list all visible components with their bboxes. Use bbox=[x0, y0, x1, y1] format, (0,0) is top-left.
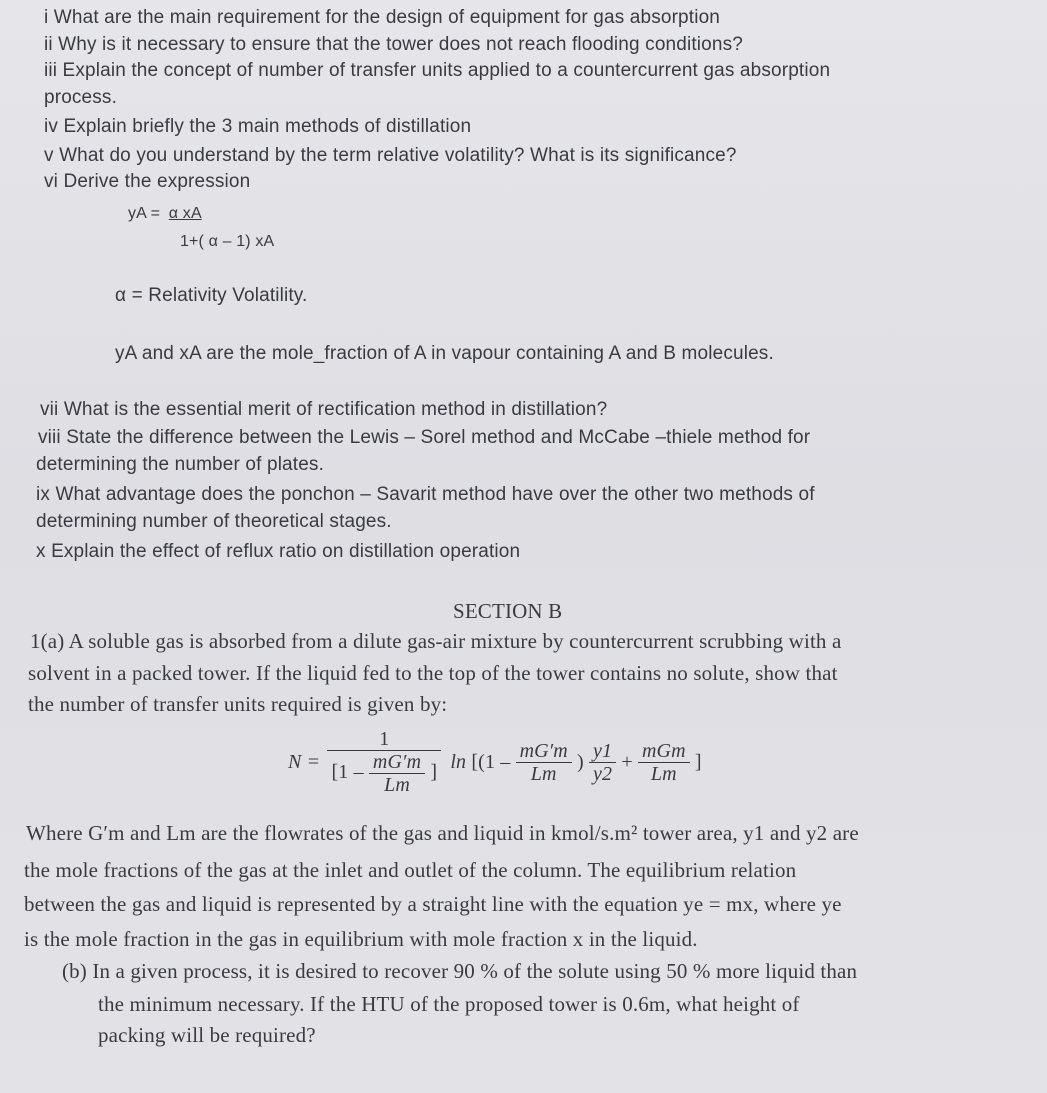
question-i: i What are the main requirement for the design of equipment for gas absorption bbox=[44, 7, 721, 28]
eq-inner-lm-2: Lm bbox=[650, 762, 677, 785]
eq-ln: ln bbox=[450, 751, 467, 773]
eq-den-close: ] bbox=[430, 761, 438, 784]
q1b-line3: packing will be required? bbox=[98, 1023, 316, 1047]
alpha-definition: α = Relativity Volatility. bbox=[115, 285, 308, 306]
eq-y2: y2 bbox=[593, 762, 613, 785]
question-v: v What do you understand by the term relative volatility? What is its significance? bbox=[44, 145, 737, 166]
vi-eq-numerator: α xA bbox=[168, 205, 202, 222]
eq-inner-close: ) bbox=[577, 751, 584, 773]
question-vi: vi Derive the expression bbox=[44, 171, 251, 192]
eq-final-close: ] bbox=[694, 751, 702, 773]
question-ix-line1: ix What advantage does the ponchon – Savarit method have over the other two methods of bbox=[36, 484, 815, 505]
where-line2: the mole fractions of the gas at the inlet and outlet of the column. The equilibrium relation bbox=[24, 858, 797, 882]
eq-denominator bbox=[327, 751, 441, 796]
ya-xa-definition: yA and xA are the mole_fraction of A in vapour containing A and B molecules. bbox=[115, 343, 774, 364]
question-iii-line1: iii Explain the concept of number of transfer units applied to a countercurrent gas absorption bbox=[44, 60, 831, 81]
vi-equation bbox=[128, 201, 202, 227]
q1a-line3: the number of transfer units required is given by: bbox=[28, 692, 448, 716]
question-iv: iv Explain briefly the 3 main methods of distillation bbox=[44, 116, 472, 137]
q1a-line1: 1(a) A soluble gas is absorbed from a dilute gas-air mixture by countercurrent scrubbing with a bbox=[30, 629, 842, 653]
eq-den-open: [1 – bbox=[331, 761, 364, 784]
vi-eq-denominator: 1+( α – 1) xA bbox=[180, 233, 275, 250]
eq-plus: + bbox=[621, 751, 633, 773]
question-vii: vii What is the essential merit of rectification method in distillation? bbox=[40, 399, 608, 420]
eq-outer-fraction bbox=[327, 728, 441, 796]
question-ii: ii Why is it necessary to ensure that the tower does not reach flooding conditions? bbox=[44, 34, 743, 55]
question-viii-line2: determining the number of plates. bbox=[36, 454, 325, 475]
section-b-heading: SECTION B bbox=[453, 599, 563, 623]
eq-inner-lm-1: Lm bbox=[530, 762, 557, 785]
ntu-equation bbox=[288, 728, 702, 818]
q1a-line2: solvent in a packed tower. If the liquid fed to the top of the tower contains no solute, show that bbox=[28, 661, 838, 685]
question-iii-line2: process. bbox=[44, 87, 118, 108]
q1b-line1: (b) In a given process, it is desired to recover 90 % of the solute using 50 % more liquid than bbox=[62, 959, 858, 983]
where-line4: is the mole fraction in the gas in equilibrium with mole fraction x in the liquid. bbox=[24, 927, 698, 951]
eq-den-lm: Lm bbox=[384, 774, 410, 796]
eq-inner-open: [(1 – bbox=[471, 751, 511, 773]
question-x: x Explain the effect of reflux ratio on distillation operation bbox=[36, 541, 521, 562]
eq-one: 1 bbox=[327, 728, 441, 751]
question-ix-line2: determining number of theoretical stages. bbox=[36, 511, 392, 532]
eq-y1: y1 bbox=[589, 740, 616, 763]
vi-eq-lhs: yA = bbox=[128, 205, 161, 222]
where-line3: between the gas and liquid is represented by a straight line with the equation ye = mx, where ye bbox=[24, 892, 842, 916]
question-viii-line1: viii State the difference between the Lewis – Sorel method and McCabe –thiele method for bbox=[38, 427, 811, 448]
where-line1: Where G′m and Lm are the flowrates of the gas and liquid in kmol/s.m² tower area, y1 and y2 are bbox=[26, 821, 859, 845]
eq-lhs: N = bbox=[288, 751, 321, 773]
eq-y-fraction bbox=[589, 740, 616, 785]
eq-inner-fraction-2 bbox=[638, 740, 690, 785]
eq-inner-mgm-prime: mG′m bbox=[516, 740, 572, 763]
eq-den-mgm: mG′m bbox=[369, 751, 425, 774]
eq-den-fraction bbox=[369, 751, 425, 796]
eq-inner-fraction-1 bbox=[516, 740, 572, 785]
eq-inner-mgm: mGm bbox=[638, 740, 690, 763]
q1b-line2: the minimum necessary. If the HTU of the proposed tower is 0.6m, what height of bbox=[98, 992, 800, 1016]
